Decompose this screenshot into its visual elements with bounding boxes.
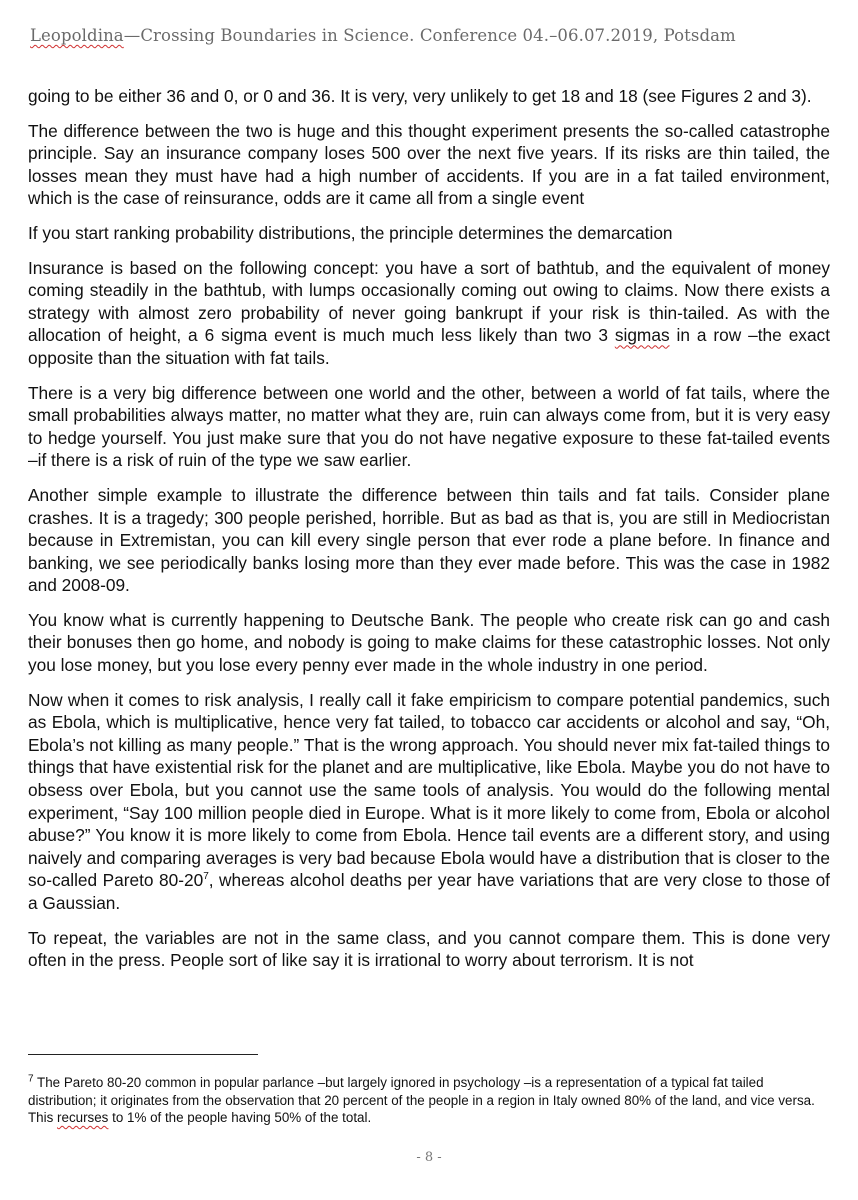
paragraph: If you start ranking probability distributions, the principle determines the demarcation [28, 222, 673, 243]
paragraph [28, 257, 830, 370]
header-brand: Leopoldina [30, 26, 124, 45]
footnote-marker: 7 [28, 1073, 34, 1085]
footnote-separator [28, 1054, 258, 1055]
paragraph: There is a very big difference between one world and the other, between a world of fat tails, where the small probabilities always matter, no matter what they are, ruin can always come from, but it is very easy to hedge yourself. You just make sure that you do not have negative exposure to these fat-tailed events –if there is a risk of ruin of the type we saw earlier. [28, 382, 830, 471]
main-text [28, 85, 830, 984]
paragraph: going to be either 36 and 0, or 0 and 36. It is very, very unlikely to get 18 and 18 (see Figures 2 and 3). [28, 86, 812, 106]
spellcheck-flagged-word: sigmas [614, 325, 670, 346]
footnote-reference[interactable]: 7 [203, 871, 209, 883]
paragraph-text: Now when it comes to risk analysis, I really call it fake empiricism to compare potential pandemics, such as Ebola, which is multiplicative, hence very fat tailed, to tobacco car accidents or alcohol and say, “Oh, Ebola’s not killing as many people.” That is the wrong approach. You should never mix fat-tailed things to things that have existential risk for the planet and are multiplicative, like Ebola. Maybe you do not have to obsess over Ebola, but you cannot use the same tools of analysis. You would do the following mental experiment, “Say 100 million people died in Europe. What is it more likely to come from, Ebola or alcohol abuse?” You know it is more likely to come from Ebola. Hence tail events are a different story, and using naively and comparing averages is very bad because Ebola would have a distribution that is closer to the so-called Pareto 80-20 [28, 689, 830, 891]
paragraph: You know what is currently happening to Deutsche Bank. The people who create risk can go and cash their bonuses then go home, and nobody is going to make claims for these catastrophic losses. Not only you lose money, but you lose every penny ever made in the whole industry in one period. [28, 609, 830, 676]
paragraph: The difference between the two is huge and this thought experiment presents the so-called catastrophe principle. Say an insurance company loses 500 over the next five years. If its risks are thin tailed, the losses mean they must have had a high number of accidents. If you are in a fat tailed environment, which is the case of reinsurance, odds are it came all from a single event [28, 120, 830, 209]
spellcheck-flagged-word: recurses [57, 1110, 109, 1126]
paragraph: Another simple example to illustrate the difference between thin tails and fat tails. Consider plane crashes. It is a tragedy; 300 people perished, horrible. But as bad as that is, you are still in Mediocristan because in Extremistan, you can kill every single person that ever rode a plane before. In finance and banking, we see periodically banks losing more than they ever made before. This was the case in 1982 and 2008-09. [28, 484, 830, 596]
footnote-text: The Pareto 80-20 common in popular parlance –but largely ignored in psychology –is a representation of a typical fat tailed distribution; it originates from the observation that 20 percent of the people in a region in Italy owned 80% of the land, and vice versa. This [28, 1075, 815, 1126]
running-header [30, 26, 830, 45]
paragraph [28, 689, 830, 915]
page-number: - 8 - [416, 1150, 442, 1165]
paragraph: To repeat, the variables are not in the same class, and you cannot compare them. This is done very often in the press. People sort of like say it is irrational to worry about terrorism. It is not [28, 927, 830, 971]
paragraph-text: , whereas alcohol deaths per year have variations that are very close to those of a Gaussian. [28, 870, 830, 913]
paragraph-text: in a row –the exact opposite than the situation with fat tails. [28, 325, 830, 368]
paragraph-text: Insurance is based on the following concept: you have a sort of bathtub, and the equivalent of money coming steadily in the bathtub, with lumps occasionally coming out owing to claims. Now there exists a strategy with almost zero probability of never going bankrupt if your risk is thin-tailed. As with the allocation of height, a 6 sigma event is much much less likely than two 3 [28, 257, 830, 346]
footnote-text: to 1% of the people having 50% of the total. [108, 1110, 372, 1126]
footnote [28, 1074, 830, 1127]
header-conference: —Crossing Boundaries in Science. Conference 04.–06.07.2019, Potsdam [123, 26, 736, 45]
